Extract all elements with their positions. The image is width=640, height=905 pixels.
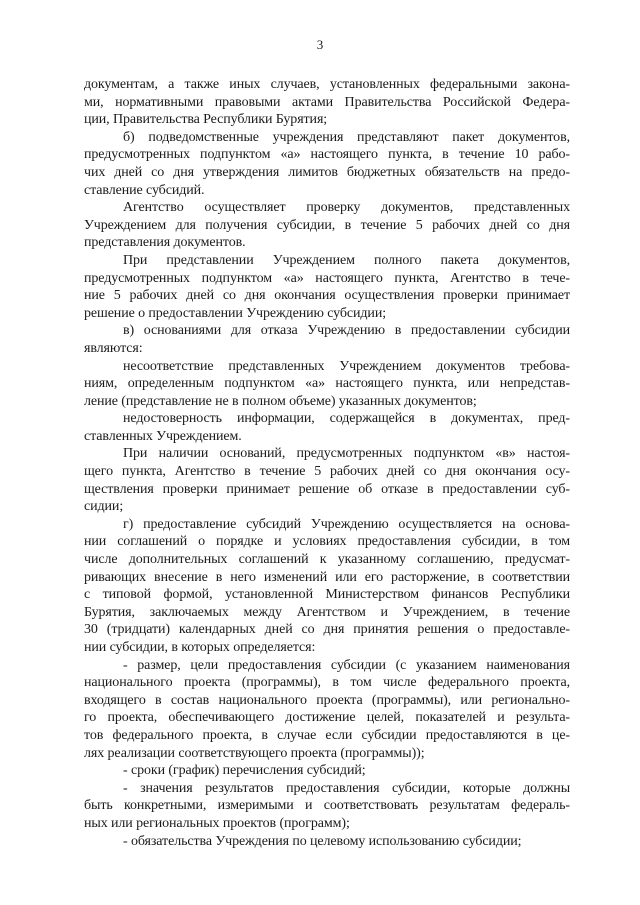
text-line: го проекта, обеспечивающего достижение целей, показателей и результа- bbox=[84, 710, 570, 726]
text-line: представления документов. bbox=[84, 235, 246, 251]
text-line: тов федерального проекта, в случае если субсидии предоставляются в це- bbox=[84, 727, 570, 743]
text-line: ниям, определенным подпунктом «а» настоящего пункта, или непредстав- bbox=[84, 376, 570, 392]
text-line: сидии; bbox=[84, 499, 124, 515]
text-line: нии субсидии, в которых определяется: bbox=[84, 640, 316, 655]
text-line: числе дополнительных соглашений к указанному соглашению, предусмат- bbox=[84, 552, 570, 568]
text-line: документам, а также иных случаев, установленных федеральными закона- bbox=[84, 77, 570, 92]
text-line: ных или региональных проектов (программ); bbox=[84, 815, 350, 831]
text-line: б) подведомственные учреждения представляют пакет документов, bbox=[123, 129, 570, 145]
text-line: нии соглашений о порядке и условиях предоставления субсидии, в том bbox=[84, 534, 570, 550]
text-line: недостоверность информации, содержащейся в документах, пред- bbox=[123, 411, 570, 427]
text-line: ставленных Учреждением. bbox=[84, 428, 242, 444]
text-line: чих дней со дня утверждения лимитов бюджетных обязательств на предо- bbox=[84, 164, 570, 180]
text-line: щего пункта, Агентство в течение 5 рабочих дней со дня окончания осу- bbox=[84, 464, 570, 480]
text-line: При представлении Учреждением полного пакета документов, bbox=[123, 252, 570, 268]
text-line: 30 (тридцати) календарных дней со дня принятия решения о предоставле- bbox=[84, 622, 570, 638]
text-line: ривающих внесение в него изменений или его расторжение, в соответствии bbox=[84, 569, 570, 585]
text-line: национального проекта (программы), в том числе федерального проекта, bbox=[84, 675, 570, 691]
text-line: в) основаниями для отказа Учреждению в предоставлении субсидии bbox=[123, 323, 570, 339]
text-line: входящего в состав национального проекта (программы), или регионально- bbox=[84, 692, 570, 708]
text-line: предусмотренных подпунктом «а» настоящего пункта, в течение 10 рабо- bbox=[84, 147, 570, 163]
text-line: несоответствие представленных Учреждением документов требова- bbox=[123, 358, 570, 374]
text-line: - обязательства Учреждения по целевому использованию субсидии; bbox=[123, 833, 522, 849]
text-line: Бурятия, заключаемых между Агентством и Учреждением, в течение bbox=[84, 604, 570, 620]
text-line: решение о предоставлении Учреждению субсидии; bbox=[84, 305, 387, 321]
text-line: ществления проверки принимает решение об отказе в предоставлении суб- bbox=[84, 481, 570, 497]
text-line: быть конкретными, измеримыми и соответствовать результатам федераль- bbox=[84, 798, 570, 814]
document-body bbox=[84, 76, 570, 850]
text-line: Учреждением для получения субсидии, в течение 5 рабочих дней со дня bbox=[84, 217, 570, 233]
text-line: ставление субсидий. bbox=[84, 182, 205, 198]
text-line: ние 5 рабочих дней со дня окончания осуществления проверки принимает bbox=[84, 288, 570, 304]
text-line: г) предоставление субсидий Учреждению осуществляется на основа- bbox=[123, 516, 570, 532]
page-number: 3 bbox=[316, 37, 324, 52]
text-line: ление (представление не в полном объеме) указанных документов; bbox=[84, 393, 477, 409]
text-line: - значения результатов предоставления субсидии, которые должны bbox=[123, 780, 570, 796]
text-line: ми, нормативными правовыми актами Правительства Российской Федера- bbox=[84, 94, 570, 110]
text-line: ции, Правительства Республики Бурятия; bbox=[84, 112, 328, 128]
text-line: являются: bbox=[84, 340, 143, 356]
text-line: Агентство осуществляет проверку документов, представленных bbox=[123, 200, 570, 216]
text-line: лях реализации соответствующего проекта (программы)); bbox=[84, 745, 425, 761]
text-line: - сроки (график) перечисления субсидий; bbox=[123, 763, 366, 779]
text-line: с типовой формой, установленной Министерством финансов Республики bbox=[84, 587, 570, 603]
text-line: При наличии оснований, предусмотренных подпунктом «в» настоя- bbox=[123, 446, 570, 462]
text-line: - размер, цели предоставления субсидии (с указанием наименования bbox=[123, 657, 570, 673]
text-line: предусмотренных подпунктом «а» настоящего пункта, Агентство в тече- bbox=[84, 270, 570, 286]
